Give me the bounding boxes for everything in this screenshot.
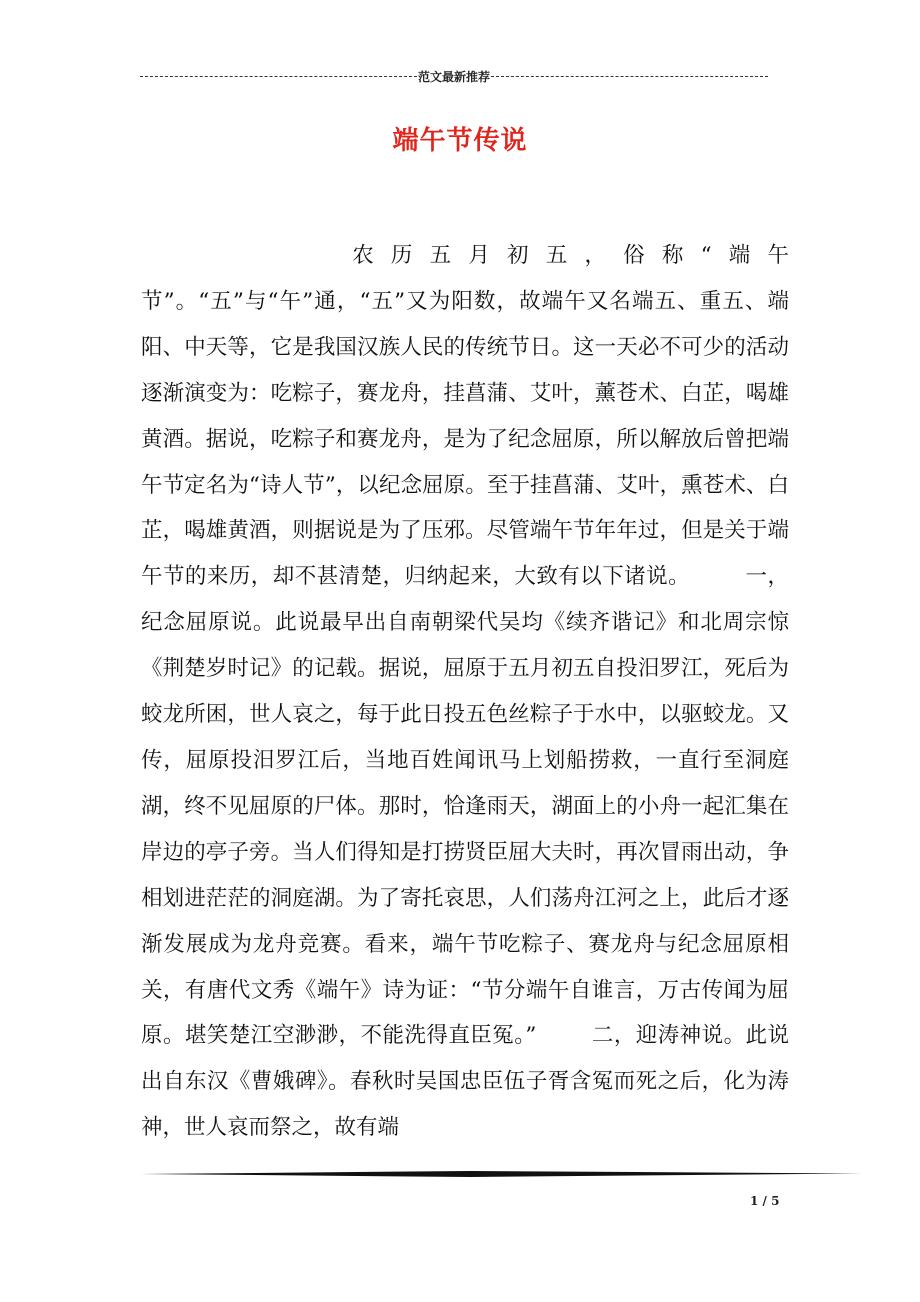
footer-rule [140, 1170, 862, 1178]
paragraph-2: 一，纪念屈原说。此说最早出自南朝梁代吴均《续齐谐记》和北周宗惊《荆楚岁时记》的记载。据说，屈原于五月初五自投汨罗江，死后为蛟龙所困，世人哀之，每于此日投五色丝粽子于水中，以驱蛟龙。又传，屈原投汨罗江后，当地百姓闻讯马上划船捞救，一直行至洞庭湖，终不见屈原的尸体。那时，恰逢雨天，湖面上的小舟一起汇集在岸边的亭子旁。当人们得知是打捞贤臣屈大夫时，再次冒雨出动，争相划进茫茫的洞庭湖。为了寄托哀思，人们荡舟江河之上，此后才逐渐发展成为龙舟竞赛。看来，端午节吃粽子、赛龙舟与纪念屈原相关，有唐代文秀《端午》诗为证：“节分端午自谁言，万古传闻为屈原。堪笑楚江空渺渺，不能洗得直臣冤。” [141, 564, 789, 1049]
document-title: 端午节传说 [392, 126, 528, 156]
footer-rule-shape [140, 1170, 862, 1178]
paragraph-1: 农历五月初五，俗称“端午节”。“五”与“午”通，“五”又为阳数，故端午又名端五、重五、端阳、中天等，它是我国汉族人民的传统节日。这一天必不可少的活动逐渐演变为：吃粽子，赛龙舟，挂菖蒲、艾叶，薰苍术、白芷，喝雄黄酒。据说，吃粽子和赛龙舟，是为了纪念屈原，所以解放后曾把端午节定名为“诗人节”，以纪念屈原。至于挂菖蒲、艾叶，熏苍术、白芷，喝雄黄酒，则据说是为了压邪。尽管端午节年年过，但是关于端午节的来历，却不甚清楚，归纳起来，大致有以下诸说。 [141, 243, 789, 590]
document-body [141, 233, 789, 1151]
page-number: 1 / 5 [750, 1194, 780, 1208]
page-header [140, 68, 768, 84]
header-dash-right [491, 76, 768, 77]
header-dash-left [140, 76, 417, 77]
paragraph-3: 二，迎涛神说。此说出自东汉《曹娥碑》。春秋时吴国忠臣伍子胥含冤而死之后，化为涛神，世人哀而祭之，故有端 [141, 1023, 789, 1141]
header-label: 范文最新推荐 [418, 69, 491, 84]
